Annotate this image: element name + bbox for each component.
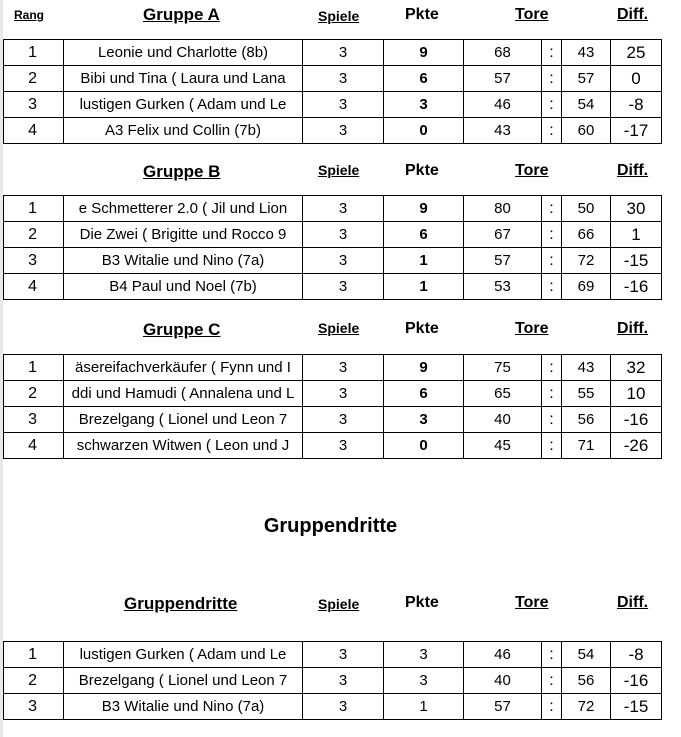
goals-against-cell: 54 — [562, 642, 611, 668]
standings-row — [4, 92, 662, 118]
team-name-cell: Brezelgang ( Lionel und Leon 7 — [64, 407, 303, 433]
goals-for-cell: 75 — [464, 355, 542, 381]
standings-row — [4, 355, 662, 381]
games-cell: 3 — [303, 668, 384, 694]
goals-for-cell: 40 — [464, 668, 542, 694]
points-cell: 9 — [384, 40, 464, 66]
tore-header-d: Tore — [515, 594, 549, 611]
standings-row — [4, 196, 662, 222]
rank-cell: 1 — [4, 355, 64, 381]
goals-for-cell: 43 — [464, 118, 542, 144]
goal-difference-cell: -16 — [611, 274, 662, 300]
goals-for-cell: 57 — [464, 694, 542, 720]
tore-header-b: Tore — [515, 162, 549, 179]
goal-difference-cell: -26 — [611, 433, 662, 459]
goals-against-cell: 57 — [562, 66, 611, 92]
goals-for-cell: 53 — [464, 274, 542, 300]
rank-cell: 3 — [4, 248, 64, 274]
pkte-header-d: Pkte — [405, 594, 439, 611]
diff-header-a: Diff. — [617, 6, 649, 23]
team-name-cell: lustigen Gurken ( Adam und Le — [64, 642, 303, 668]
diff-header-d: Diff. — [617, 594, 649, 611]
team-name-cell: A3 Felix und Collin (7b) — [64, 118, 303, 144]
team-name-cell: B4 Paul und Noel (7b) — [64, 274, 303, 300]
team-name-cell: Die Zwei ( Brigitte und Rocco 9 — [64, 222, 303, 248]
standings-row — [4, 381, 662, 407]
goals-against-cell: 72 — [562, 248, 611, 274]
standings-row — [4, 274, 662, 300]
points-cell: 9 — [384, 196, 464, 222]
pkte-header-b: Pkte — [405, 162, 439, 179]
standings-row — [4, 248, 662, 274]
goals-separator: : — [542, 248, 562, 274]
games-cell: 3 — [303, 40, 384, 66]
spiele-header-c: Spiele — [318, 320, 360, 336]
goals-against-cell: 43 — [562, 40, 611, 66]
team-name-cell: e Schmetterer 2.0 ( Jil und Lion — [64, 196, 303, 222]
thirds-title: Gruppendritte — [124, 594, 238, 613]
rank-cell: 1 — [4, 196, 64, 222]
games-cell: 3 — [303, 66, 384, 92]
goal-difference-cell: -15 — [611, 694, 662, 720]
goal-difference-cell: -8 — [611, 642, 662, 668]
goal-difference-cell: 25 — [611, 40, 662, 66]
rank-cell: 2 — [4, 222, 64, 248]
goals-for-cell: 45 — [464, 433, 542, 459]
games-cell: 3 — [303, 92, 384, 118]
goals-separator: : — [542, 381, 562, 407]
games-cell: 3 — [303, 248, 384, 274]
goals-separator: : — [542, 274, 562, 300]
group-c-title: Gruppe C — [143, 320, 221, 339]
goals-separator: : — [542, 642, 562, 668]
team-name-cell: B3 Witalie und Nino (7a) — [64, 248, 303, 274]
standings-row — [4, 668, 662, 694]
rank-cell: 3 — [4, 92, 64, 118]
goals-against-cell: 54 — [562, 92, 611, 118]
goals-separator: : — [542, 668, 562, 694]
pkte-header-c: Pkte — [405, 320, 439, 337]
diff-header-c: Diff. — [617, 320, 649, 337]
goals-separator: : — [542, 407, 562, 433]
goals-against-cell: 71 — [562, 433, 611, 459]
points-cell: 0 — [384, 118, 464, 144]
goals-separator: : — [542, 222, 562, 248]
rank-cell: 3 — [4, 407, 64, 433]
points-cell: 3 — [384, 407, 464, 433]
rank-cell: 2 — [4, 668, 64, 694]
standings-row — [4, 66, 662, 92]
group-a-title: Gruppe A — [143, 5, 220, 24]
points-cell: 1 — [384, 274, 464, 300]
points-cell: 3 — [384, 642, 464, 668]
tore-header-c: Tore — [515, 320, 549, 337]
group-a-table — [3, 39, 662, 144]
points-cell: 6 — [384, 66, 464, 92]
goal-difference-cell: -8 — [611, 92, 662, 118]
goal-difference-cell: -16 — [611, 668, 662, 694]
games-cell: 3 — [303, 381, 384, 407]
goals-against-cell: 60 — [562, 118, 611, 144]
goals-for-cell: 40 — [464, 407, 542, 433]
goals-for-cell: 57 — [464, 66, 542, 92]
rang-header: Rang — [14, 8, 44, 22]
goals-against-cell: 56 — [562, 407, 611, 433]
goals-against-cell: 56 — [562, 668, 611, 694]
goals-separator: : — [542, 118, 562, 144]
games-cell: 3 — [303, 196, 384, 222]
rank-cell: 4 — [4, 118, 64, 144]
goals-separator: : — [542, 66, 562, 92]
rank-cell: 1 — [4, 40, 64, 66]
games-cell: 3 — [303, 433, 384, 459]
goals-separator: : — [542, 196, 562, 222]
team-name-cell: lustigen Gurken ( Adam und Le — [64, 92, 303, 118]
games-cell: 3 — [303, 118, 384, 144]
goal-difference-cell: -17 — [611, 118, 662, 144]
points-cell: 1 — [384, 248, 464, 274]
goals-for-cell: 57 — [464, 248, 542, 274]
spiele-header-b: Spiele — [318, 162, 360, 178]
goals-against-cell: 66 — [562, 222, 611, 248]
games-cell: 3 — [303, 274, 384, 300]
goal-difference-cell: 32 — [611, 355, 662, 381]
points-cell: 3 — [384, 92, 464, 118]
goal-difference-cell: -16 — [611, 407, 662, 433]
points-cell: 3 — [384, 668, 464, 694]
standings-row — [4, 40, 662, 66]
goal-difference-cell: 10 — [611, 381, 662, 407]
group-b-title: Gruppe B — [143, 162, 221, 181]
games-cell: 3 — [303, 355, 384, 381]
games-cell: 3 — [303, 642, 384, 668]
goals-against-cell: 43 — [562, 355, 611, 381]
goal-difference-cell: 0 — [611, 66, 662, 92]
goals-against-cell: 55 — [562, 381, 611, 407]
goals-for-cell: 68 — [464, 40, 542, 66]
points-cell: 6 — [384, 222, 464, 248]
thirds-table — [3, 641, 662, 720]
goals-separator: : — [542, 92, 562, 118]
goals-for-cell: 46 — [464, 642, 542, 668]
goals-separator: : — [542, 694, 562, 720]
rank-cell: 2 — [4, 381, 64, 407]
goals-for-cell: 46 — [464, 92, 542, 118]
pkte-header-a: Pkte — [405, 6, 439, 23]
standings-row — [4, 694, 662, 720]
standings-row — [4, 433, 662, 459]
team-name-cell: ddi und Hamudi ( Annalena und L — [64, 381, 303, 407]
spiele-header-d: Spiele — [318, 596, 360, 612]
standings-row — [4, 642, 662, 668]
standings-row — [4, 222, 662, 248]
goals-separator: : — [542, 40, 562, 66]
goals-against-cell: 69 — [562, 274, 611, 300]
team-name-cell: B3 Witalie und Nino (7a) — [64, 694, 303, 720]
standings-row — [4, 407, 662, 433]
goals-against-cell: 72 — [562, 694, 611, 720]
spiele-header-a: Spiele — [318, 8, 360, 24]
tore-header-a: Tore — [515, 6, 549, 23]
rank-cell: 2 — [4, 66, 64, 92]
points-cell: 9 — [384, 355, 464, 381]
points-cell: 6 — [384, 381, 464, 407]
goals-against-cell: 50 — [562, 196, 611, 222]
team-name-cell: Leonie und Charlotte (8b) — [64, 40, 303, 66]
games-cell: 3 — [303, 694, 384, 720]
group-c-table — [3, 354, 662, 459]
group-b-table — [3, 195, 662, 300]
section-title: Gruppendritte — [263, 515, 398, 537]
team-name-cell: schwarzen Witwen ( Leon und J — [64, 433, 303, 459]
goal-difference-cell: 1 — [611, 222, 662, 248]
team-name-cell: äsereifachverkäufer ( Fynn und I — [64, 355, 303, 381]
rank-cell: 4 — [4, 433, 64, 459]
standings-row — [4, 118, 662, 144]
games-cell: 3 — [303, 222, 384, 248]
goals-for-cell: 65 — [464, 381, 542, 407]
points-cell: 0 — [384, 433, 464, 459]
points-cell: 1 — [384, 694, 464, 720]
team-name-cell: Bibi und Tina ( Laura und Lana — [64, 66, 303, 92]
goal-difference-cell: 30 — [611, 196, 662, 222]
goal-difference-cell: -15 — [611, 248, 662, 274]
rank-cell: 1 — [4, 642, 64, 668]
goals-separator: : — [542, 355, 562, 381]
team-name-cell: Brezelgang ( Lionel und Leon 7 — [64, 668, 303, 694]
games-cell: 3 — [303, 407, 384, 433]
goals-separator: : — [542, 433, 562, 459]
goals-for-cell: 67 — [464, 222, 542, 248]
goals-for-cell: 80 — [464, 196, 542, 222]
diff-header-b: Diff. — [617, 162, 649, 179]
rank-cell: 4 — [4, 274, 64, 300]
rank-cell: 3 — [4, 694, 64, 720]
